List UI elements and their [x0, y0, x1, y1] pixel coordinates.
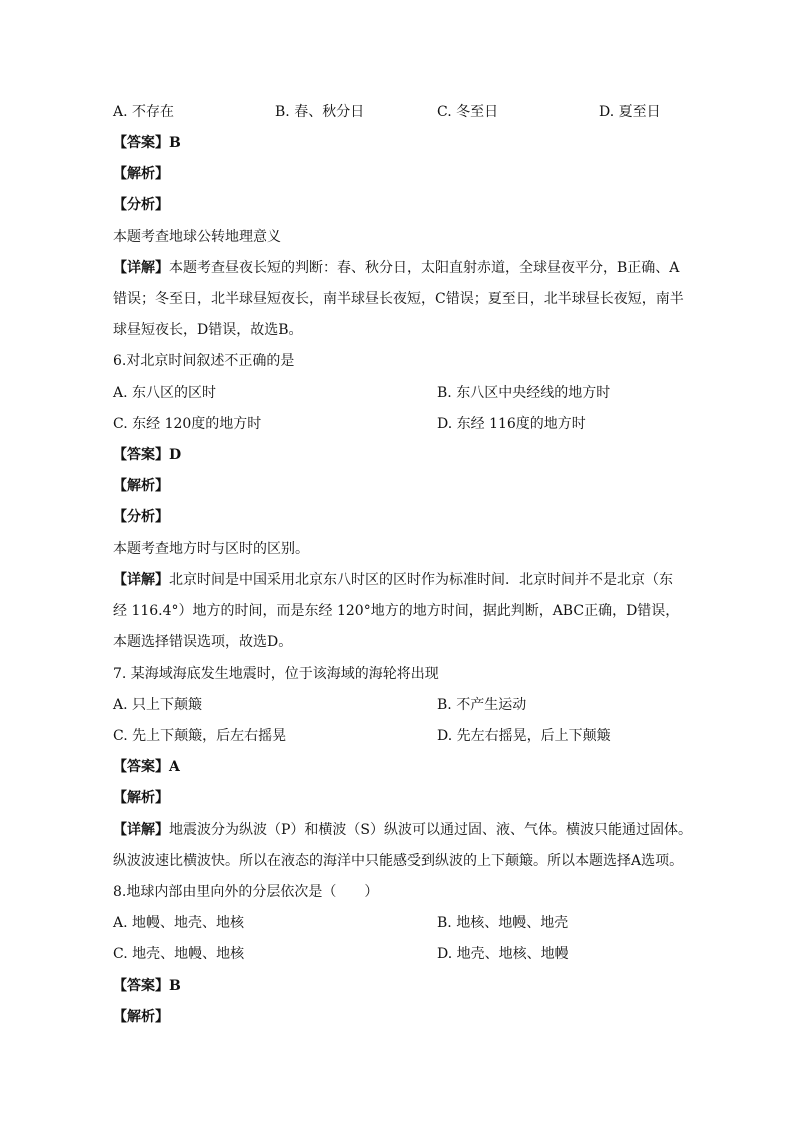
q6-detail-text-1: 北京时间是中国采用北京东八时区的区时作为标准时间．北京时间并不是北京（东: [169, 572, 673, 588]
q5-answer: 【答案】B: [113, 135, 181, 151]
q6-answer: 【答案】D: [113, 447, 182, 463]
q6-option-b: B. 东八区中央经线的地方时: [437, 385, 611, 401]
q5-analysis: 本题考查地球公转地理意义: [113, 229, 281, 245]
q5-detail-text-1: 本题考查昼夜长短的判断：春、秋分日，太阳直射赤道，全球昼夜平分，B正确、A: [169, 260, 680, 276]
q6-jiexi-heading: 【解析】: [113, 478, 169, 494]
q7-detail-text-1: 地震波分为纵波（P）和横波（S）纵波可以通过固、液、气体。横波只能通过固体。: [169, 822, 693, 838]
q5-detail-line-2: 错误；冬至日，北半球昼短夜长，南半球昼长夜短，C错误；夏至日，北半球昼长夜短，南半: [113, 291, 684, 307]
q5-option-a: A. 不存在: [113, 104, 175, 120]
q7-option-b: B. 不产生运动: [437, 697, 527, 713]
q6-option-a: A. 东八区的区时: [113, 385, 217, 401]
q6-detail-line-2: 经 116.4°）地方的时间，而是东经 120°地方的地方时间，据此判断，ABC正确，D错误，: [113, 603, 680, 619]
q5-detail-line-1: [113, 258, 679, 278]
q7-option-a: A. 只上下颠簸: [113, 697, 203, 713]
q8-option-a: A. 地幔、地壳、地核: [113, 915, 245, 931]
q8-option-d: D. 地壳、地核、地幔: [437, 946, 569, 962]
q5-detail-line-3: 球昼短夜长，D错误，故选B。: [113, 322, 303, 338]
q6-detail-line-1: [113, 570, 673, 590]
q6-option-c: C. 东经 120度的地方时: [113, 416, 262, 432]
q6-question: 6.对北京时间叙述不正确的是: [113, 353, 295, 369]
q6-detail-line-3: 本题选择错误选项，故选D。: [113, 634, 293, 650]
q6-analysis: 本题考查地方时与区时的区别。: [113, 541, 309, 557]
q7-option-c: C. 先上下颠簸，后左右摇晃: [113, 728, 287, 744]
q6-fenxi-heading: 【分析】: [113, 509, 169, 525]
q8-option-c: C. 地壳、地幔、地核: [113, 946, 245, 962]
q6-option-d: D. 东经 116度的地方时: [437, 416, 586, 432]
q8-answer: 【答案】B: [113, 978, 181, 994]
q6-detail-heading: 【详解】: [113, 572, 169, 588]
q7-option-d: D. 先左右摇晃，后上下颠簸: [437, 728, 611, 744]
q7-answer: 【答案】A: [113, 759, 180, 775]
q5-detail-heading: 【详解】: [113, 260, 169, 276]
q7-detail-line-2: 纵波波速比横波快。所以在液态的海洋中只能感受到纵波的上下颠簸。所以本题选择A选项。: [113, 853, 684, 869]
q5-option-c: C. 冬至日: [437, 104, 499, 120]
q8-jiexi-heading: 【解析】: [113, 1009, 169, 1025]
q7-detail-line-1: [113, 820, 692, 840]
q5-jiexi-heading: 【解析】: [113, 166, 169, 182]
q8-option-b: B. 地核、地幔、地壳: [437, 915, 569, 931]
q5-option-b: B. 春、秋分日: [275, 104, 365, 120]
q5-fenxi-heading: 【分析】: [113, 197, 169, 213]
q8-question: 8.地球内部由里向外的分层依次是（ ）: [113, 884, 379, 900]
q7-question: 7. 某海域海底发生地震时，位于该海域的海轮将出现: [113, 666, 439, 682]
q5-option-d: D. 夏至日: [599, 104, 661, 120]
q7-jiexi-heading: 【解析】: [113, 790, 169, 806]
q7-detail-heading: 【详解】: [113, 822, 169, 838]
